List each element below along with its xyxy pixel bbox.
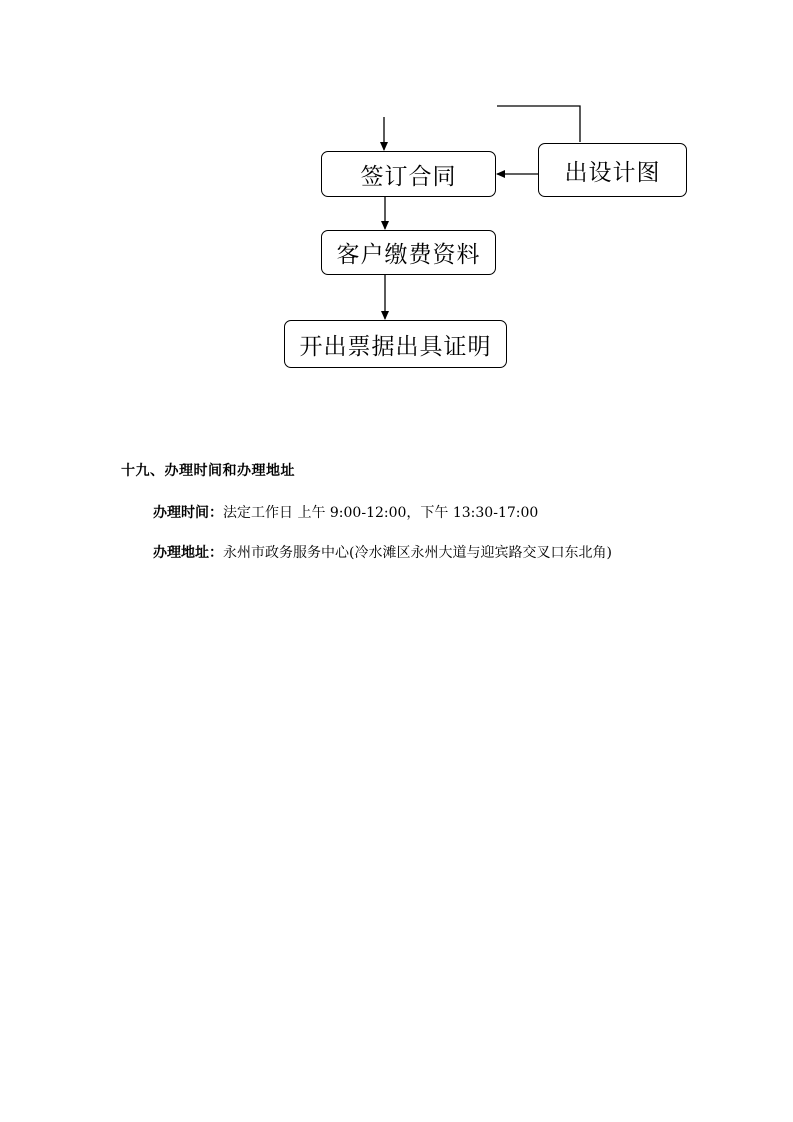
node-sign-contract-label: 签订合同: [360, 163, 457, 190]
office-address-label: 办理地址：: [153, 545, 223, 561]
office-hours-line: [153, 502, 538, 522]
office-address-value: 永州市政务服务中心(冷水滩区永州大道与迎宾路交叉口东北角): [223, 545, 612, 561]
office-hours-label: 办理时间：: [153, 505, 223, 521]
node-customer-payment-label: 客户缴费资料: [336, 242, 481, 268]
office-hours-value: 法定工作日 上午 9:00-12:00，下午 13:30-17:00: [223, 505, 539, 521]
node-invoice-certificate: [284, 320, 507, 368]
office-address-line: [153, 542, 612, 562]
node-invoice-certificate-label: 开出票据出具证明: [299, 333, 492, 360]
node-customer-payment: [321, 230, 496, 275]
node-design-drawing-label: 出设计图: [564, 159, 661, 186]
connector-into-design-drawing: [497, 106, 580, 142]
flowchart: [0, 0, 793, 400]
node-sign-contract: [321, 151, 496, 197]
node-design-drawing: [538, 143, 687, 197]
section-heading: 十九、办理时间和办理地址: [121, 463, 295, 479]
